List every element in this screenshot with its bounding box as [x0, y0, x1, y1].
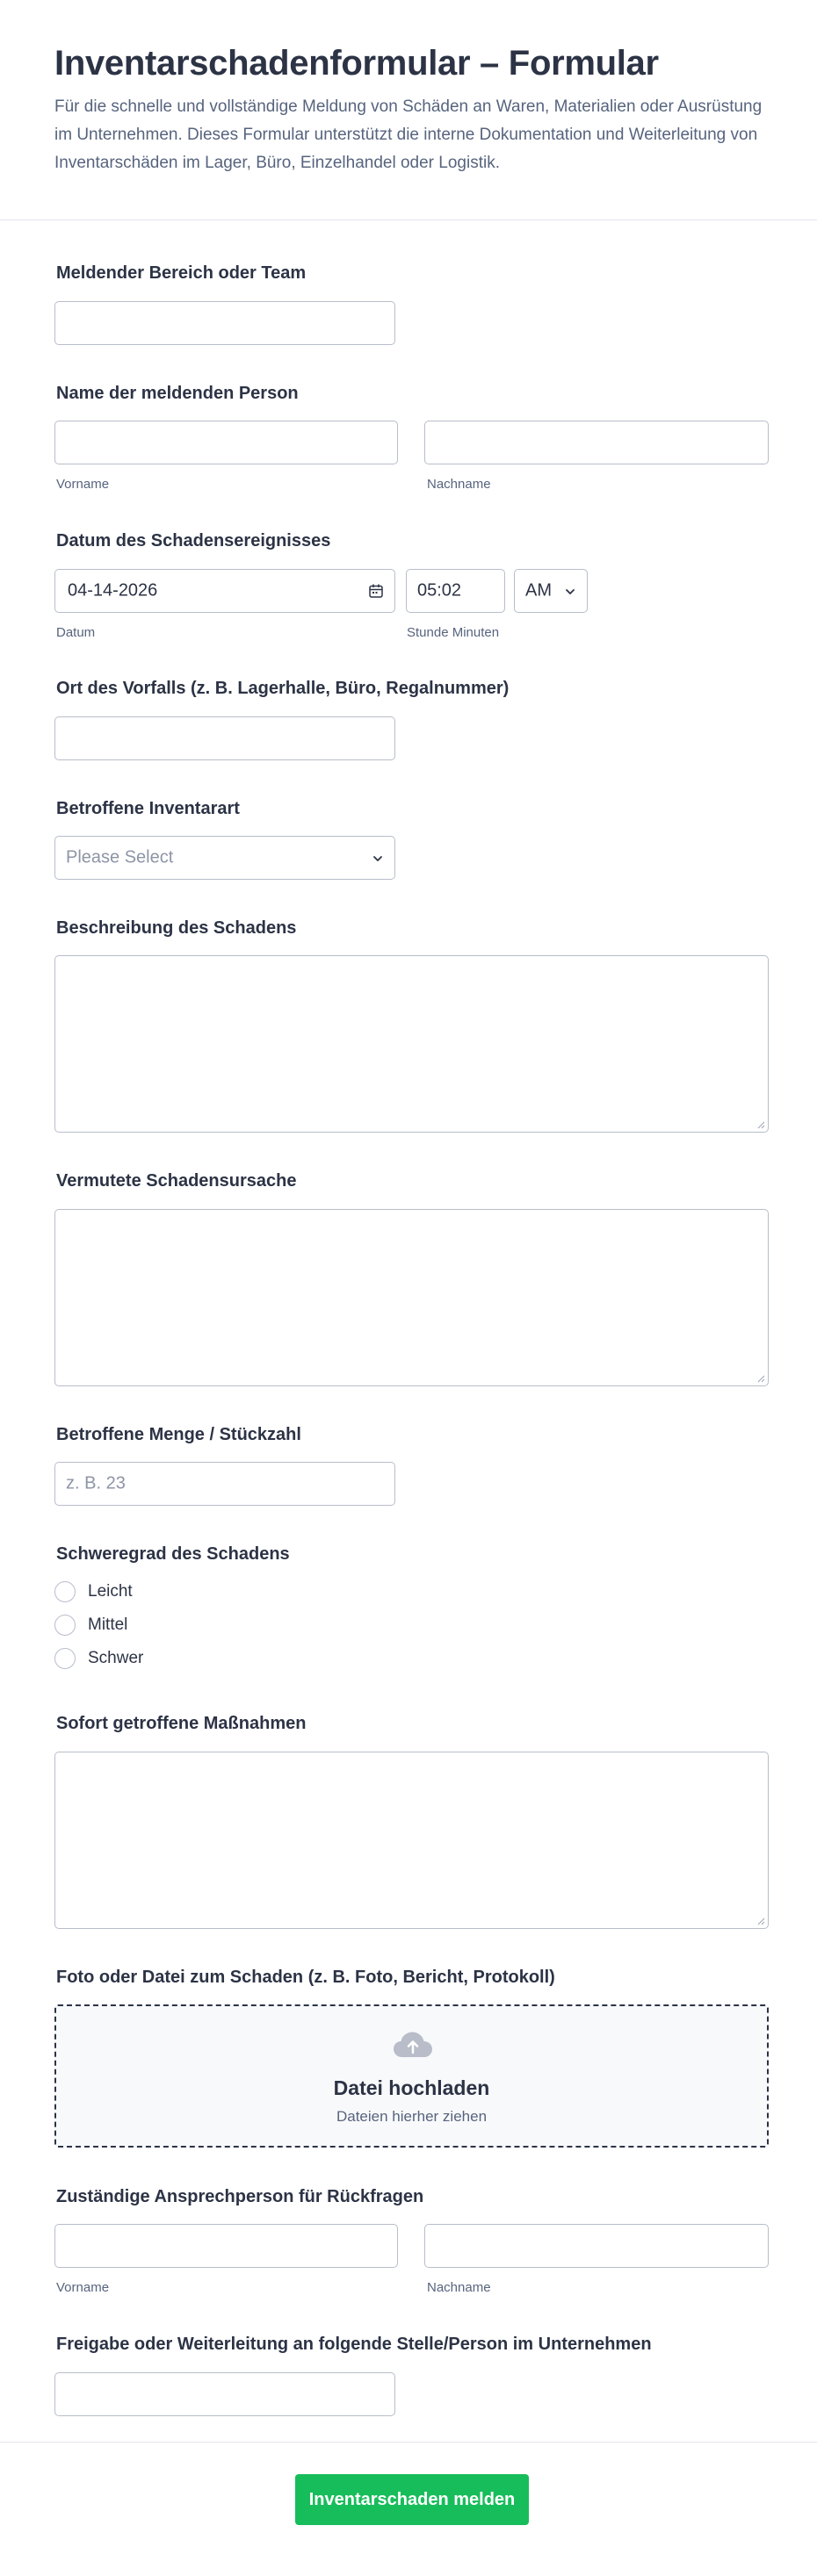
radio-button[interactable]	[54, 1648, 76, 1669]
time-input[interactable]	[406, 569, 505, 613]
damage-description-label: Beschreibung des Schadens	[56, 918, 297, 938]
cloud-upload-icon	[392, 2029, 434, 2061]
chevron-down-icon	[372, 853, 384, 865]
submit-button[interactable]: Inventarschaden melden	[295, 2474, 529, 2525]
suspected-cause-textarea[interactable]	[54, 1209, 769, 1386]
location-label: Ort des Vorfalls (z. B. Lagerhalle, Büro, Regalnummer)	[56, 679, 510, 698]
time-value: 05:02	[417, 580, 462, 601]
severity-option-schwer[interactable]	[54, 1647, 143, 1670]
quantity-input[interactable]	[54, 1462, 395, 1506]
upload-subtitle: Dateien hierher ziehen	[336, 2108, 488, 2125]
date-input[interactable]	[54, 569, 395, 613]
inventory-type-label: Betroffene Inventarart	[56, 799, 240, 818]
reporting-area-input[interactable]	[54, 301, 395, 345]
time-sublabel: Stunde Minuten	[407, 625, 500, 640]
severity-option-label: Leicht	[88, 1582, 133, 1601]
severity-option-label: Mittel	[88, 1615, 128, 1634]
immediate-actions-label: Sofort getroffene Maßnahmen	[56, 1714, 307, 1733]
form-description: Für die schnelle und vollständige Meldung von Schäden an Waren, Materialien oder Ausrüstung im Unternehmen. Dieses Formular unterstützt die interne Dokumentation und Weiterleitung von Inventarschäden im Lager, Büro, Einzelhandel oder Logistik.	[54, 97, 763, 172]
contact-first-name-sublabel: Vorname	[56, 2280, 110, 2295]
contact-last-name-input[interactable]	[424, 2224, 769, 2268]
form-title: Inventarschadenformular – Formular	[54, 44, 659, 83]
quantity-placeholder: z. B. 23	[66, 1473, 126, 1493]
upload-title: Datei hochladen	[333, 2076, 490, 2099]
forward-to-label: Freigabe oder Weiterleitung an folgende Stelle/Person im Unternehmen	[56, 2335, 652, 2354]
damage-description-textarea[interactable]	[54, 955, 769, 1133]
calendar-icon[interactable]	[368, 583, 384, 599]
immediate-actions-textarea[interactable]	[54, 1752, 769, 1929]
chevron-down-icon	[564, 586, 576, 598]
upload-label: Foto oder Datei zum Schaden (z. B. Foto, Bericht, Protokoll)	[56, 1968, 555, 1987]
reporter-name-label: Name der meldenden Person	[56, 384, 299, 403]
severity-option-mittel[interactable]	[54, 1614, 127, 1637]
reporter-last-name-input[interactable]	[424, 421, 769, 464]
radio-button[interactable]	[54, 1581, 76, 1602]
reporter-last-name-sublabel: Nachname	[427, 477, 491, 492]
ampm-select[interactable]	[514, 569, 588, 613]
incident-datetime-label: Datum des Schadensereignisses	[56, 531, 331, 550]
forward-to-input[interactable]	[54, 2372, 395, 2416]
inventory-type-select[interactable]	[54, 836, 395, 880]
form-footer	[0, 2442, 817, 2576]
reporter-first-name-input[interactable]	[54, 421, 398, 464]
contact-last-name-sublabel: Nachname	[427, 2280, 491, 2295]
date-sublabel: Datum	[56, 625, 96, 640]
quantity-label: Betroffene Menge / Stückzahl	[56, 1425, 301, 1444]
resize-grip-icon[interactable]	[756, 1374, 765, 1383]
form-header	[0, 0, 817, 220]
inventory-type-placeholder: Please Select	[66, 847, 174, 867]
file-upload-dropzone[interactable]	[54, 2004, 769, 2148]
ampm-value: AM	[525, 580, 552, 601]
reporter-first-name-sublabel: Vorname	[56, 477, 110, 492]
resize-grip-icon[interactable]	[756, 1917, 765, 1925]
severity-label: Schweregrad des Schadens	[56, 1544, 290, 1564]
location-input[interactable]	[54, 716, 395, 760]
severity-option-label: Schwer	[88, 1649, 144, 1667]
contact-first-name-input[interactable]	[54, 2224, 398, 2268]
date-value: 04-14-2026	[68, 580, 158, 601]
severity-option-leicht[interactable]	[54, 1580, 133, 1603]
radio-button[interactable]	[54, 1615, 76, 1636]
suspected-cause-label: Vermutete Schadensursache	[56, 1171, 297, 1191]
resize-grip-icon[interactable]	[756, 1120, 765, 1129]
reporting-area-label: Meldender Bereich oder Team	[56, 263, 307, 283]
contact-person-label: Zuständige Ansprechperson für Rückfragen	[56, 2187, 424, 2206]
